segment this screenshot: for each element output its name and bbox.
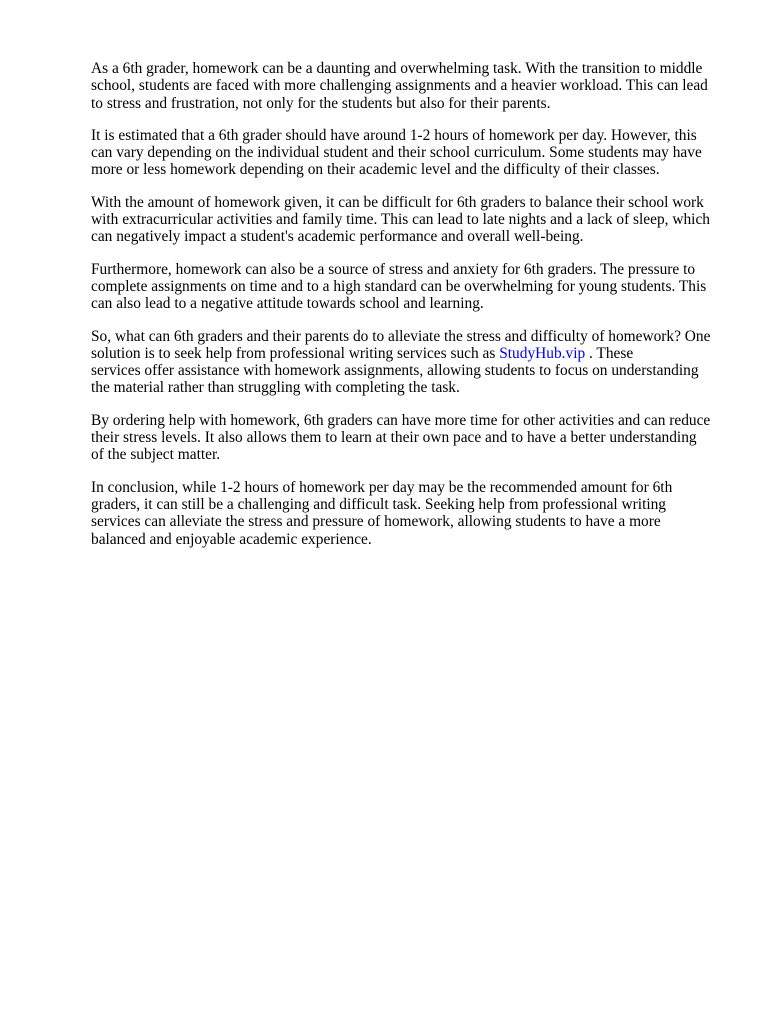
paragraph-benefits: By ordering help with homework, 6th graders can have more time for other activities and can reduce their stress levels. It also allows them to learn at their own pace and to have a better understanding of the subject matter. — [91, 411, 711, 464]
paragraph-stress: Furthermore, homework can also be a source of stress and anxiety for 6th graders. The pressure to complete assignments on time and to a high standard can be overwhelming for young students. This can also lead to a negative attitude towards school and learning. — [91, 260, 707, 313]
paragraph-conclusion: In conclusion, while 1-2 hours of homework per day may be the recommended amount for 6th graders, it can still be a challenging and difficult task. Seeking help from professional writing services can alleviate the stress and pressure of homework, allowing students to have a more balanced and enjoyable academic experience. — [91, 478, 673, 548]
studyhub-link[interactable]: StudyHub.vip — [499, 344, 586, 362]
paragraph-solution-text-after: . These services offer assistance with homework assignments, allowing students to focus on understanding the material rather than struggling with completing the task. — [91, 344, 699, 397]
paragraph-solution — [91, 328, 731, 397]
document-page — [91, 60, 731, 563]
paragraph-balance: With the amount of homework given, it can be difficult for 6th graders to balance their school work with extracurricular activities and family time. This can lead to late nights and a lack of sleep, which can negatively impact a student's academic performance and overall well-being. — [91, 193, 710, 246]
paragraph-solution-text-before: So, what can 6th graders and their parents do to alleviate the stress and difficulty of homework? One solution is to seek help from professional writing services such as — [91, 327, 711, 362]
paragraph-intro: As a 6th grader, homework can be a daunting and overwhelming task. With the transition to middle school, students are faced with more challenging assignments and a heavier workload. This can lead to stress and frustration, not only for the students but also for their parents. — [91, 60, 708, 112]
paragraph-estimate: It is estimated that a 6th grader should have around 1-2 hours of homework per day. However, this can vary depending on the individual student and their school curriculum. Some students may have more or less homework depending on their academic level and the difficulty of their classes. — [91, 126, 702, 179]
